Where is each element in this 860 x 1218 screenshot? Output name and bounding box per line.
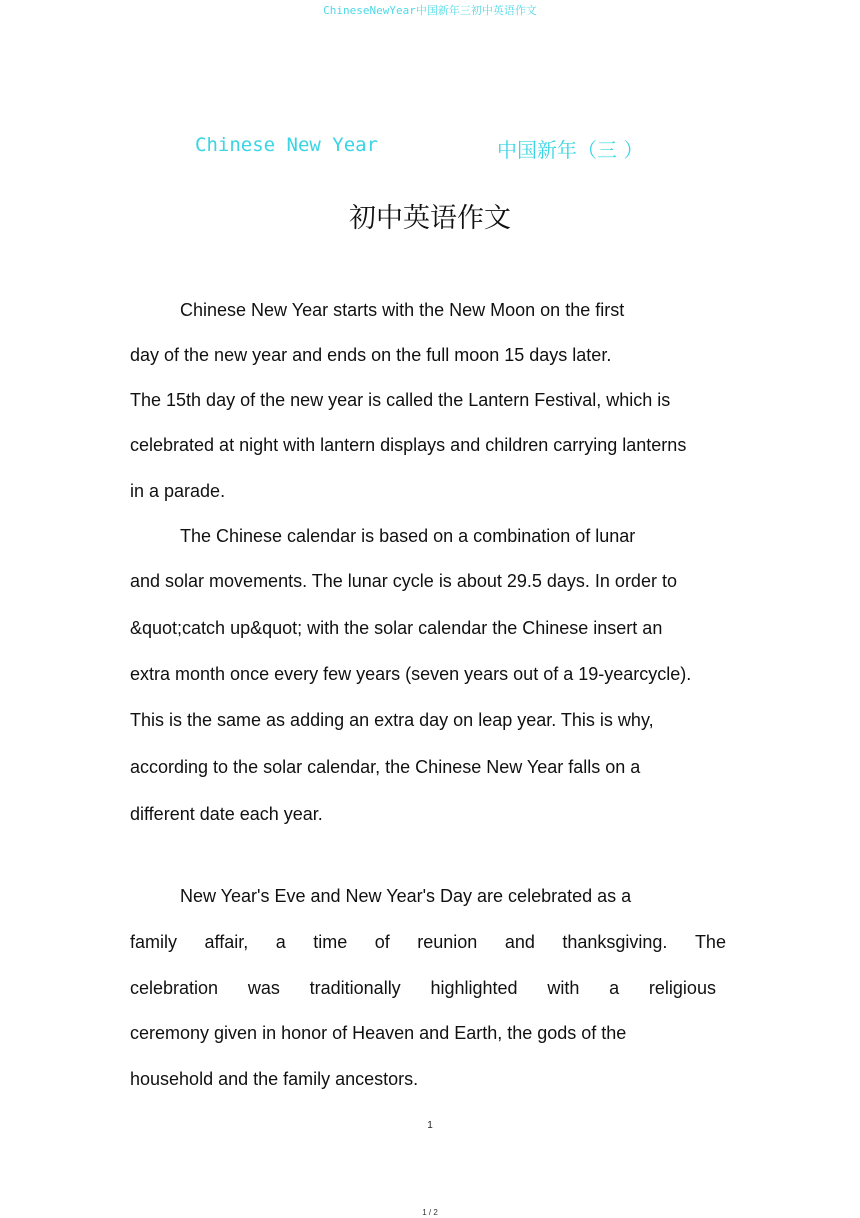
paragraph-line: ceremony given in honor of Heaven and Earth, the gods of the [130,1023,627,1043]
subtitle: 初中英语作文 [349,203,511,234]
paragraph-line: &quot;catch up&quot; with the solar calendar the Chinese insert an [130,618,663,638]
paragraph-line: extra month once every few years (seven years out of a 19-yearcycle). [130,664,692,684]
word: reunion [417,932,478,952]
paragraph-line: celebrated at night with lantern displays and children carrying lanterns [130,435,687,455]
paragraph-line: The Chinese calendar is based on a combination of lunar [180,526,636,546]
word: affair, [204,932,249,952]
page-footer: 1 / 2 [422,1208,438,1217]
title-chinese: 中国新年（三 ） [497,138,644,162]
word: of [374,932,390,952]
paragraph-line: Chinese New Year starts with the New Moon on the first [180,300,625,320]
word: was [247,978,280,998]
paragraph-line: different date each year. [130,804,323,824]
paragraph-line: according to the solar calendar, the Chinese New Year falls on a [130,757,641,777]
page-number: 1 [427,1120,433,1131]
paragraph-line: and solar movements. The lunar cycle is about 29.5 days. In order to [130,571,677,591]
paragraph-line: day of the new year and ends on the full moon 15 days later. [130,345,612,365]
word: The [694,932,726,952]
word: with [547,978,580,998]
title-english: Chinese New Year [195,134,379,156]
paragraph-line: in a parade. [130,481,226,501]
word: celebration [130,978,219,998]
word: religious [648,978,716,998]
word: a [609,978,620,998]
word: a [275,932,286,952]
word: thanksgiving. [562,932,668,952]
word: time [313,932,348,952]
paragraph-line: This is the same as adding an extra day on leap year. This is why, [130,710,654,730]
justified-line [130,978,716,999]
word: and [504,932,535,952]
word: family [130,932,178,952]
justified-line [130,932,726,953]
word: highlighted [430,978,518,998]
page-header: ChineseNewYear中国新年三初中英语作文 [323,4,537,17]
paragraph-line: New Year's Eve and New Year's Day are celebrated as a [180,886,632,906]
paragraph-line: The 15th day of the new year is called the Lantern Festival, which is [130,390,671,410]
word: traditionally [309,978,401,998]
paragraph-line: household and the family ancestors. [130,1069,419,1089]
